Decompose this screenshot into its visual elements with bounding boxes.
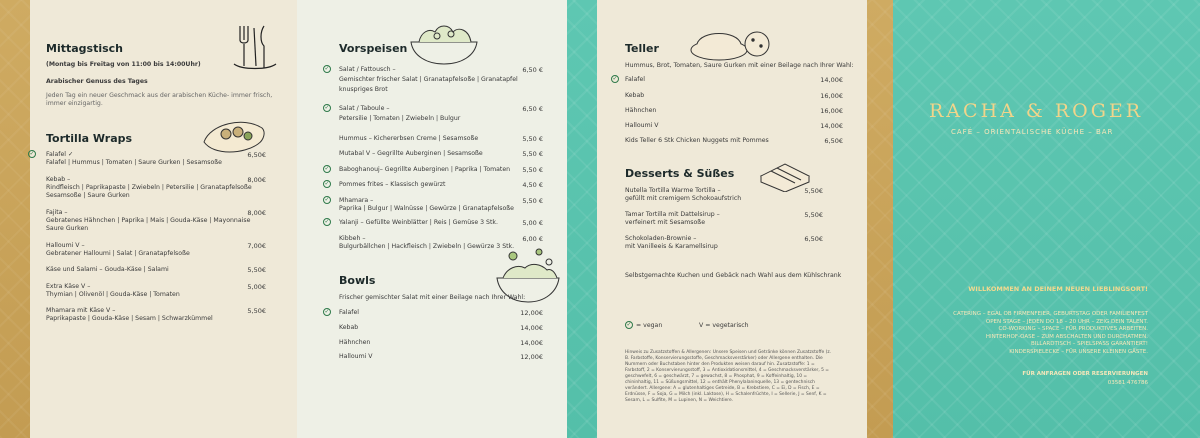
teller-halloumi-price: 14,00€ [820,122,843,130]
contact-phone: 03581 476786 [1107,380,1148,386]
dessert-brownie-price: 6,50€ [804,235,823,243]
baklava-icon [755,150,815,192]
wrap-halloumi-desc: Gebratener Halloumi | Salat | Granatapfelsoße [46,250,190,257]
wrap-kebab-price: 8,00€ [247,176,266,184]
wrap-extra-kaese-desc: Thymian | Olivenöl | Gouda-Käse | Tomaten [46,291,180,298]
wrap-extra-kaese-price: 5,00€ [247,283,266,291]
wrap-halloumi-name: Halloumi V – [46,242,85,249]
wrap-kaese-salami-name: Käse und Salami – Gouda-Käse | Salami [46,266,169,273]
wrap-kebab-name: Kebab – [46,176,71,183]
dessert-tamar-desc: verfeinert mit Sesamsoße [625,219,706,226]
teller-haehnchen-name: Hähnchen [625,107,657,114]
wrap-falafel-desc: Falafel | Hummus | Tomaten | Saure Gurken | Sesamsoße [46,159,222,166]
teller-title: Teller [625,42,659,55]
cutlery-icon [230,20,280,72]
mittagstisch-hours: (Montag bis Freitag von 11:00 bis 14:00Uhr) [46,61,201,68]
menu-card-teller-desserts [597,0,867,438]
vorspeise-mhamara-name: Mhamara – [339,197,374,204]
teller-kebab-price: 16,00€ [820,92,843,100]
vorspeisen-title: Vorspeisen [339,42,408,55]
wrap-extra-kaese-name: Extra Käse V – [46,283,91,290]
salad-bowl-icon [407,22,481,68]
dessert-brownie-name: Schokoladen-Brownie – [625,235,697,242]
teller-haehnchen-price: 16,00€ [820,107,843,115]
wrap-falafel-price: 6,50€ [247,151,266,159]
dessert-nutella-desc: gefüllt mit cremigem Schokoaufstrich [625,195,742,202]
menu-card-vorspeisen-bowls [297,0,567,438]
feature-open-stage: OPEN STAGE – JEDEN DO 18 – 20 UHR – ZEIG DEIN TALENT. [985,318,1148,325]
wrap-mhamara-name: Mhamara mit Käse V – [46,307,116,314]
vegan-icon: ✓ [324,196,330,203]
bowl-falafel-name: Falafel [339,309,359,316]
vorspeise-taboule-price: 6,50 € [522,105,543,113]
vegan-icon: ✓ [324,104,330,111]
bowl-kebab-name: Kebab [339,324,359,331]
wrap-kaese-salami-price: 5,50€ [247,266,266,274]
mittagstisch-title: Mittagstisch [46,42,124,55]
wrap-mhamara-desc: Paprikapaste | Gouda-Käse | Sesam | Schwarzkümmel [46,315,213,322]
dessert-brownie-desc: mit Vanilleeis & Karamellsirup [625,243,718,250]
dessert-nutella-name: Nutella Tortilla Warme Tortilla – [625,187,721,194]
panel-brand-teal [893,0,1200,438]
vorspeise-fattousch-desc2: knuspriges Brot [339,86,388,93]
vorspeise-hummus-name: Hummus – Kichererbsen Creme | Sesamsoße [339,135,479,142]
vegan-icon: ✓ [324,180,330,187]
vegan-icon: ✓ [324,218,330,225]
cake-note: Selbstgemachte Kuchen und Gebäck nach Wahl aus dem Kühlschrank [625,272,842,279]
bowl-falafel-price: 12,00€ [520,309,543,317]
vorspeise-kibbeh-price: 6,00 € [522,235,543,243]
vorspeise-taboule-desc: Petersilie | Tomaten | Zwiebeln | Bulgur [339,115,461,122]
dessert-tamar-price: 5,50€ [804,211,823,219]
vorspeise-mutabal-name: Mutabal V – Gegrillte Auberginen | Sesamsoße [339,150,483,157]
mittagstisch-desc: Jeden Tag ein neuer Geschmack aus der arabischen Küche- immer frisch, [46,92,273,99]
bowl-haehnchen-price: 14,00€ [520,339,543,347]
vegan-icon: ✓ [29,150,35,157]
vorspeise-fattousch-desc: Gemischter frischer Salat | Granatapfelsoße | Granatapfel [339,76,518,83]
wrap-fajita-price: 8,00€ [247,209,266,217]
brand-tagline: CAFÉ – ORIENTALISCHE KÜCHE – BAR [951,128,1114,136]
wrap-falafel-name: Falafel ✓ [46,151,74,158]
menu-card-lunch-wraps [30,0,297,438]
bowl-halloumi-name: Halloumi V [339,353,373,360]
vorspeise-mutabal-price: 5,50 € [522,150,543,158]
panel-gold-right [597,0,893,438]
vorspeise-baboghanouj-name: Baboghanouj– Gegrillte Auberginen | Paprika | Tomaten [339,166,511,173]
contact-label: FÜR ANFRAGEN ODER RESERVIERUNGEN [1022,371,1148,377]
welcome-headline: WILLKOMMEN AN DEINEM NEUEN LIEBLINGSORT! [968,285,1148,293]
vorspeise-fattousch-price: 6,50 € [522,66,543,74]
wrap-fajita-name: Fajita – [46,209,68,216]
bowls-title: Bowls [339,274,376,287]
vorspeise-mhamara-price: 5,50 € [522,197,543,205]
vegan-legend-icon: ✓ [626,321,632,328]
vorspeise-kibbeh-name: Kibbeh – [339,235,366,242]
teller-description: Hummus, Brot, Tomaten, Saure Gurken mit einer Beilage nach Ihrer Wahl: [625,62,854,69]
teller-falafel-price: 14,00€ [820,76,843,84]
vorspeise-yalanji-price: 5,00 € [522,219,543,227]
feature-hinterhof: HINTERHOF-OASE – ZUM ABSCHALTEN UND DURCHATMEN. [985,333,1148,340]
feature-kinderspielecke: KINDERSPIELECKE – FÜR UNSERE KLEINEN GÄSTE. [1009,348,1148,355]
dessert-nutella-price: 5,50€ [804,187,823,195]
vegan-icon: ✓ [612,75,618,82]
legend-vegetarisch: V = vegetarisch [699,322,749,329]
hummus-plate-icon [689,22,777,66]
vegan-icon: ✓ [324,65,330,72]
wrap-fajita-desc: Gebratenes Hähnchen | Paprika | Mais | Gouda-Käse | Mayonnaise [46,217,251,224]
vorspeise-taboule-name: Salat / Taboule – [339,105,390,112]
teller-kids-name: Kids Teller 6 Stk Chicken Nuggets mit Pommes [625,137,769,144]
desserts-title: Desserts & Süßes [625,167,735,180]
teller-falafel-name: Falafel [625,76,645,83]
vorspeise-pommes-price: 4,50 € [522,181,543,189]
vorspeise-yalanji-name: Yalanji – Gefüllte Weinblätter | Reis | Gemüse 3 Stk. [339,219,498,226]
mittagstisch-subtitle: Arabischer Genuss des Tages [46,78,148,85]
teller-kids-price: 6,50€ [824,137,843,145]
mittagstisch-desc2: immer einzigartig. [46,100,103,107]
vorspeise-mhamara-desc: Paprika | Bulgur | Walnüsse | Gewürze | Granatapfelsoße [339,205,514,212]
panel-teal-left [297,0,597,438]
tortilla-wraps-title: Tortilla Wraps [46,132,133,145]
bowl-haehnchen-name: Hähnchen [339,339,371,346]
wrap-fajita-desc2: Saure Gurken [46,225,89,232]
bowl-kebab-price: 14,00€ [520,324,543,332]
wrap-kebab-desc: Rindfleisch | Paprikapaste | Zwiebeln | Petersilie | Granatapfelsoße [46,184,252,191]
vorspeise-pommes-name: Pommes frites – Klassisch gewürzt [339,181,446,188]
vorspeise-baboghanouj-price: 5,50 € [522,166,543,174]
brand-logo: RACHA & ROGER [929,100,1144,122]
bowls-description: Frischer gemischter Salat mit einer Beilage nach Ihrer Wahl: [339,294,526,301]
legend-vegan: = vegan [636,322,663,329]
vegan-icon: ✓ [324,308,330,315]
allergy-note: Hinweis zu Zusatzstoffen & Allergenen: Unsere Speisen und Getränke können Zusatzstoffe (z. B. Farbstoffe, Konservierungsstoffe, Geschmacksverstärker) oder Allergene enthalten. Die Nummern oder Buchstaben hinter den Produkten weisen darauf hin. Zusatzstoffe: 1 = Farbstoff, 2 = Konservierungsstoff, 3 = Antioxidationsmittel, 4 = Geschmacksverstärker, 5 = geschwefelt, 6 = geschwärzt, 7 = gewachst, 8 = Phosphat, 9 = Koffeinhaltig, 10 = chininhaltig, 11 = Süßungsmittel, 12 = enthält Phenylalaninquelle, 13 = gentechnisch verändert. Allergene: A = glutenhaltiges Getreide, B = Krebstiere, C = Ei, D = Fisch, E = Erdnüsse, F = Soja, G = Milch (inkl. Laktose), H = Schalenfrüchte, I = Sellerie, J = Senf, K = Sesam, L = Sulfite, M = Lupinen, N = Weichtiere. [625,350,832,403]
vorspeise-kibbeh-desc: Bulgurbällchen | Hackfleisch | Zwiebeln | Gewürze 3 Stk. [339,243,515,250]
feature-catering: CATERING – EGAL OB FIRMENFEIER, GEBURTSTAG ODER FAMILIENFEST [953,311,1148,317]
vorspeise-hummus-price: 5,50 € [522,135,543,143]
feature-billard: BILLARDTISCH – SPIELSPASS GARANTIERT! [1030,341,1148,347]
panel-left-gold [0,0,297,438]
vegan-icon: ✓ [324,165,330,172]
dessert-tamar-name: Tamar Tortilla mit Dattelsirup – [625,211,720,218]
bowl-halloumi-price: 12,00€ [520,353,543,361]
feature-coworking: CO-WORKING – SPACE – FÜR PRODUKTIVES ARBEITEN. [998,326,1148,332]
vorspeise-fattousch-name: Salat / Fattousch – [339,66,396,73]
wrap-kebab-desc2: Sesamsoße | Saure Gurken [46,192,130,199]
teller-kebab-name: Kebab [625,92,645,99]
wrap-halloumi-price: 7,00€ [247,242,266,250]
wrap-mhamara-price: 5,50€ [247,307,266,315]
teller-halloumi-name: Halloumi V [625,122,659,129]
